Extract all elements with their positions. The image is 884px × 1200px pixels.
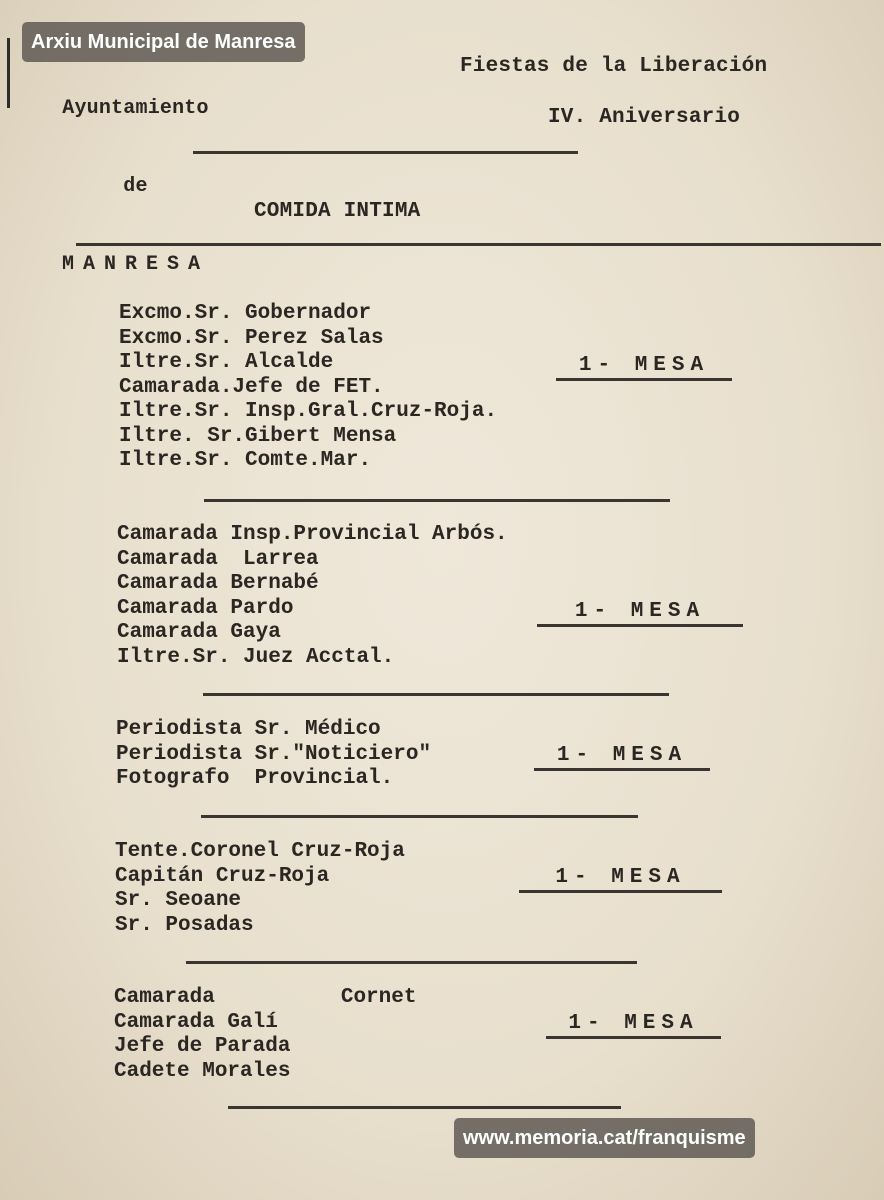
document-title: COMIDA INTIMA	[254, 200, 421, 223]
guest-name: Camarada.Jefe de FET.	[119, 375, 384, 399]
letterhead-line-2: de	[123, 175, 148, 198]
guest-list-2	[117, 523, 508, 670]
guest-name: Sr. Posadas	[115, 913, 254, 937]
letterhead-municipality	[62, 44, 209, 330]
table-label-1: 1- MESA	[556, 354, 732, 381]
guest-name: Excmo.Sr. Gobernador	[119, 302, 372, 325]
title-rule	[76, 243, 881, 246]
letterhead-line-1: Ayuntamiento	[62, 97, 209, 120]
guest-name: Capitán Cruz-Roja	[115, 864, 330, 888]
guest-name: Iltre.Sr. Comte.Mar.	[119, 449, 372, 472]
guest-name: Periodista Sr."Noticiero"	[116, 742, 432, 766]
group-rule-1	[204, 499, 670, 502]
guest-name: Fotografo Provincial.	[116, 767, 394, 790]
guest-list-5	[114, 986, 416, 1084]
guest-name: Iltre. Sr.Gibert Mensa	[119, 424, 397, 448]
table-label-5: 1- MESA	[546, 1012, 721, 1039]
guest-list-3	[116, 718, 431, 792]
group-rule-4	[186, 961, 637, 964]
event-title: Fiestas de la Liberación	[460, 55, 768, 78]
guest-name: Jefe de Parada	[114, 1035, 291, 1058]
group-rule-3	[201, 815, 638, 818]
guest-name: Iltre.Sr. Juez Acctal.	[117, 645, 395, 669]
table-label-2: 1- MESA	[537, 600, 743, 627]
guest-list-4	[115, 840, 405, 938]
guest-name: Periodista Sr. Médico	[116, 718, 381, 741]
guest-name: Tente.Coronel Cruz-Roja	[115, 840, 405, 863]
table-label-4: 1- MESA	[519, 866, 722, 893]
guest-name: Camarada Gaya	[117, 621, 281, 644]
guest-name: Camarada Galí	[114, 1010, 278, 1034]
guest-name: Camarada Insp.Provincial Arbós.	[117, 523, 508, 546]
table-label-3: 1- MESA	[534, 744, 710, 771]
guest-name: Camarada Cornet	[114, 986, 417, 1009]
group-rule-2	[203, 693, 669, 696]
group-rule-5	[228, 1106, 621, 1109]
guest-name: Sr. Seoane	[115, 889, 242, 912]
guest-name: Cadete Morales	[114, 1059, 291, 1083]
guest-name: Camarada Pardo	[117, 596, 294, 620]
guest-name: Camarada Bernabé	[117, 572, 319, 595]
website-watermark: www.memoria.cat/franquisme	[454, 1118, 755, 1158]
guest-name: Iltre.Sr. Alcalde	[119, 351, 334, 374]
guest-name: Iltre.Sr. Insp.Gral.Cruz-Roja.	[119, 400, 498, 423]
page-edge-mark	[7, 38, 10, 108]
header-rule	[193, 151, 578, 154]
guest-name: Camarada Larrea	[117, 547, 319, 571]
guest-list-1	[119, 302, 497, 474]
guest-name: Excmo.Sr. Perez Salas	[119, 326, 384, 350]
letterhead-city: MANRESA	[62, 253, 210, 276]
archive-watermark: Arxiu Municipal de Manresa	[22, 22, 305, 62]
event-subtitle: IV. Aniversario	[548, 106, 741, 129]
